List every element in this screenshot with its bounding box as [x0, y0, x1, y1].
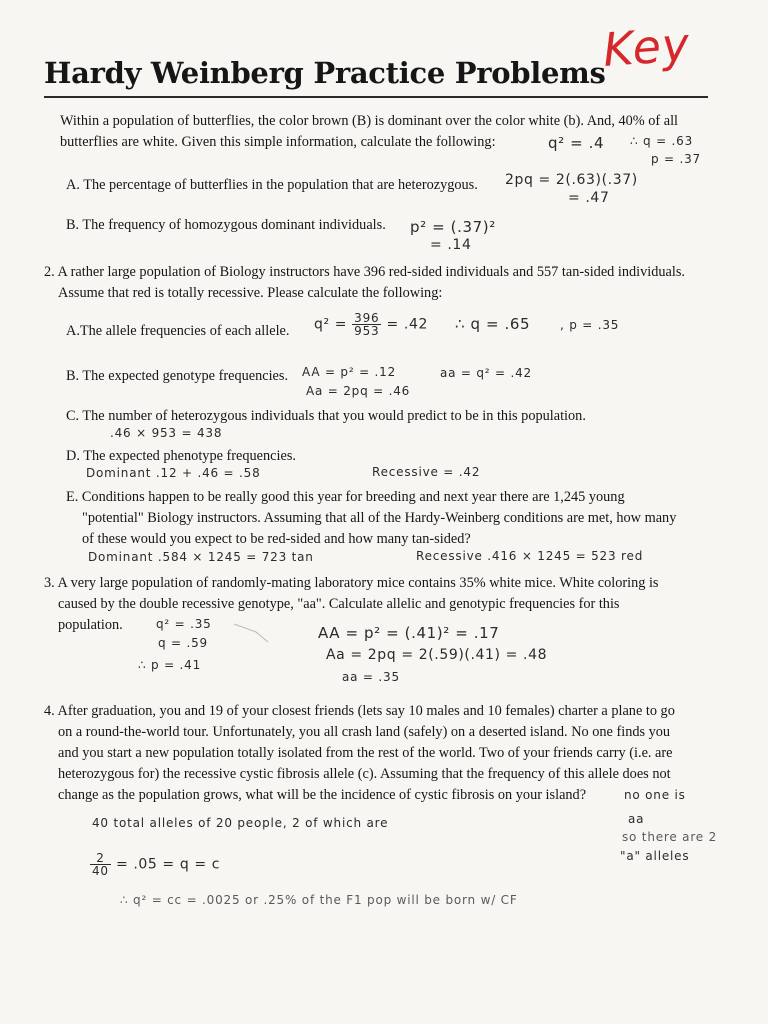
q4-line-4: heterozygous for) the recessive cystic fibrosis allele (c). Assuming that the frequency of this allele does not — [58, 766, 671, 782]
q2-a-numerator: 396 — [354, 311, 380, 325]
q2-e-work-2: Recessive .416 × 1245 = 523 red — [416, 549, 644, 563]
q1-b-work-2: = .14 — [430, 237, 472, 253]
q3-work-AA: AA = p² = (.41)² = .17 — [318, 624, 500, 642]
q1-work-p: p = .37 — [651, 152, 701, 166]
q3-line-3: population. — [58, 617, 123, 633]
q1-intro-line-2: butterflies are white. Given this simple information, calculate the following: — [60, 134, 496, 150]
q1-a-work-2: = .47 — [568, 190, 610, 206]
q2-a-work-value: = .42 — [386, 316, 428, 333]
q4-work-final: ∴ q² = cc = .0025 or .25% of the F1 pop will be born w/ CF — [120, 893, 518, 907]
q1-work-q-squared: q² = .4 — [548, 134, 605, 152]
q1-intro-line-1: Within a population of butterflies, the color brown (B) is dominant over the color white (b). And, 40% of all — [60, 113, 679, 129]
q4-line-3: and you start a new population totally isolated from the rest of the world. Two of your friends carry (i.e. are — [58, 745, 673, 761]
q4-work-so-there-are: so there are 2 — [622, 830, 718, 844]
q2-b-work-2: Aa = 2pq = .46 — [306, 384, 411, 398]
q2-c-work: .46 × 953 = 438 — [110, 426, 223, 440]
title-underline — [44, 96, 708, 98]
q2-part-e-line-3: of these would you expect to be red-sided and how many tan-sided? — [82, 531, 471, 547]
q1-work-q: ∴ q = .63 — [630, 134, 694, 148]
q2-d-work-2: Recessive = .42 — [372, 465, 481, 479]
q3-faint-arrow — [232, 620, 272, 644]
q3-line-2: caused by the double recessive genotype, "aa". Calculate allelic and genotypic frequencies for this — [58, 596, 620, 612]
q3-line-1: 3. A very large population of randomly-mating laboratory mice contains 35% white mice. White coloring is — [44, 575, 659, 591]
q2-e-work-1: Dominant .584 × 1245 = 723 tan — [88, 550, 314, 564]
q2-line-2: Assume that red is totally recessive. Please calculate the following: — [58, 285, 443, 301]
q4-line-1: 4. After graduation, you and 19 of your closest friends (lets say 10 males and 10 females) charter a plane to go — [44, 703, 675, 719]
q1-part-a: A. The percentage of butterflies in the population that are heterozygous. — [66, 177, 478, 193]
q2-part-c: C. The number of heterozygous individuals that you would predict to be in this population. — [66, 408, 586, 424]
q3-work-q2: q² = .35 — [156, 617, 212, 631]
q1-b-work-1: p² = (.37)² — [410, 218, 496, 236]
q2-line-1: 2. A rather large population of Biology instructors have 396 red-sided individuals and 557 tan-sided individuals. — [44, 264, 685, 280]
q1-part-b: B. The frequency of homozygous dominant individuals. — [66, 217, 386, 233]
q2-part-a: A.The allele frequencies of each allele. — [66, 323, 290, 339]
q4-denominator: 40 — [92, 864, 109, 878]
q2-part-e-line-1: E. Conditions happen to be really good this year for breeding and next year there are 1,245 young — [66, 489, 625, 505]
q4-fraction-rest: = .05 = q = c — [115, 856, 221, 873]
q4-work-total-alleles: 40 total alleles of 20 people, 2 of which are — [92, 816, 389, 830]
q2-part-e-line-2: "potential" Biology instructors. Assuming that all of the Hardy-Weinberg conditions are met, how many — [82, 510, 677, 526]
q2-a-fraction — [352, 312, 381, 337]
q2-a-work — [314, 312, 428, 337]
q2-b-work-1: AA = p² = .12 — [302, 365, 397, 379]
q4-work-no-one: no one is — [624, 788, 686, 802]
page-title: Hardy Weinberg Practice Problems — [44, 56, 606, 90]
q2-a-work-p: , p = .35 — [560, 318, 620, 332]
q3-work-aa: aa = .35 — [342, 670, 400, 684]
q2-b-work-3: aa = q² = .42 — [440, 366, 532, 380]
q4-numerator: 2 — [90, 852, 111, 865]
q3-work-Aa: Aa = 2pq = 2(.59)(.41) = .48 — [326, 647, 548, 663]
q2-a-denominator: 953 — [354, 324, 380, 338]
q3-work-q: q = .59 — [158, 636, 208, 650]
q4-fraction — [90, 852, 111, 877]
q2-part-b: B. The expected genotype frequencies. — [66, 368, 289, 384]
q2-a-work-q2: q² = — [314, 316, 348, 333]
q4-work-alleles: "a" alleles — [620, 849, 690, 863]
answer-key-label: Key — [601, 17, 692, 77]
q3-work-p: ∴ p = .41 — [138, 658, 202, 672]
q4-line-2: on a round-the-world tour. Unfortunately, you all crash land (safely) on a deserted island. No one finds you — [58, 724, 671, 740]
q4-work-aa: aa — [628, 812, 645, 826]
q4-work-fraction — [90, 852, 220, 877]
q2-part-d: D. The expected phenotype frequencies. — [66, 448, 296, 464]
q2-a-work-q: ∴ q = .65 — [455, 315, 531, 333]
q1-a-work-1: 2pq = 2(.63)(.37) — [505, 172, 638, 188]
q4-line-5: change as the population grows, what will be the incidence of cystic fibrosis on your island? — [58, 787, 587, 803]
q2-d-work-1: Dominant .12 + .46 = .58 — [86, 466, 261, 480]
